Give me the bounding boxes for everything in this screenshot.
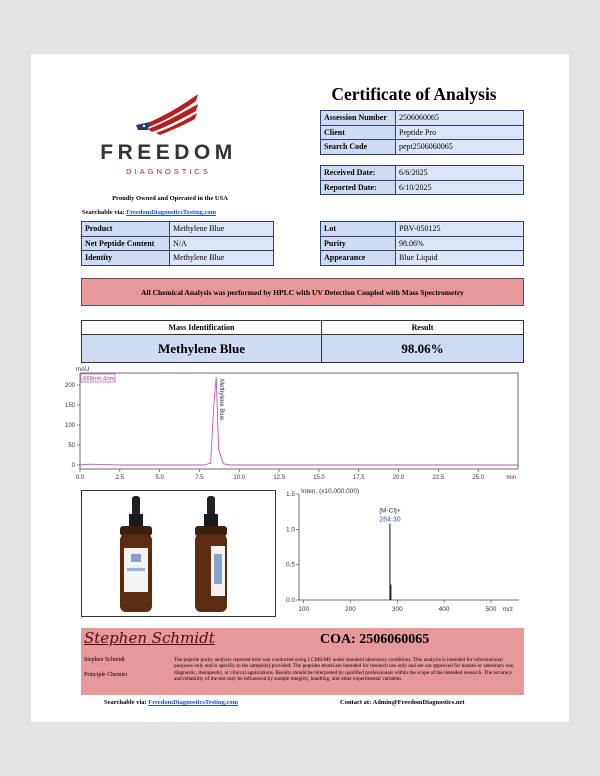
y-tick-label: 200 [64, 383, 75, 389]
table-row [321, 140, 524, 155]
y-tick-label: 150 [64, 403, 75, 409]
lot-value: PBV-050125 [396, 222, 524, 237]
x-tick-label: 7.5 [195, 475, 204, 481]
table-row [321, 111, 524, 126]
result-header: Result [322, 321, 524, 335]
search-code-label: Search Code [321, 140, 396, 155]
product-label: Product [82, 222, 170, 237]
product-photo-frame [81, 490, 276, 617]
x-axis-label: m/z [502, 606, 513, 613]
accession-table [320, 110, 524, 155]
x-tick-label: 2.5 [115, 475, 124, 481]
x-tick-label: 12.5 [273, 475, 285, 481]
y-tick-label: 1.5 [285, 491, 295, 498]
x-axis-label: min [506, 475, 516, 481]
y-axis-label: Inten. (x10,000,000) [301, 488, 360, 495]
x-tick-label: 20.0 [392, 475, 405, 481]
table-header-row [82, 321, 524, 335]
search-code-value: pept2506060065 [396, 140, 524, 155]
searchable-line [82, 209, 216, 216]
mass-spectrum [283, 484, 524, 616]
y-tick-label: 100 [64, 423, 75, 429]
lot-label: Lot [321, 222, 396, 237]
page-title: Certificate of Analysis [331, 84, 497, 104]
detector-label: 668nm,4nm [83, 376, 115, 383]
coa-number: COA: 2506060065 [320, 632, 430, 647]
chromatogram-line [80, 377, 518, 465]
y-tick-label: 0.5 [285, 561, 295, 569]
received-date-value: 6/6/2025 [396, 166, 524, 181]
y-tick-label: 0 [71, 463, 75, 469]
table-row [321, 222, 524, 237]
lot-table [320, 221, 524, 266]
owned-line: Proudly Owned and Operated in the USA [112, 195, 228, 202]
mass-identification-table [81, 320, 524, 363]
peak-mz-label: 284.30 [379, 516, 401, 524]
y-axis-label: mAU [76, 367, 90, 373]
x-tick-label: 500 [485, 606, 497, 613]
x-tick-label: 400 [438, 606, 450, 613]
footer-searchable-prefix: Searchable via: [104, 699, 149, 706]
table-row [82, 335, 524, 363]
plot-frame [80, 373, 518, 469]
appearance-value: Blue Liquid [396, 251, 524, 266]
purity-label: Purity [321, 236, 396, 251]
x-tick-label: 200 [345, 606, 356, 613]
purity-value: 98.06% [396, 236, 524, 251]
table-row [321, 236, 524, 251]
bottle-photo-icon [82, 491, 277, 618]
signature: Stephen Schmidt [84, 629, 215, 647]
searchable-link[interactable]: FreedomDiagnosticsTesting.com [126, 209, 217, 216]
method-banner: All Chemical Analysis was performed by HPLC with UV Detection Coupled with Mass Spectrometry [81, 278, 524, 306]
y-tick-label: 0.0 [285, 597, 295, 604]
reported-date-label: Reported Date: [321, 180, 396, 195]
disclaimer-text: The peptide purity analysis reported here was conducted using LCMS/MS under standard laboratory conditions. This analysis is intended for informational purposes only and is specific to the sample(s) provided. The peptides tested are intended for research use only and are not approved for human or veterinary use, diagnostic, therapeutic, or clinical applications. Results should be interpreted by qualified professionals within the scope of the intended research. The accuracy and reliability of the test may be influenced by sample integrity, handling, and other experimental variables. [174, 657, 515, 682]
client-label: Client [321, 125, 396, 140]
logo-subtitle: DIAGNOSTICS [126, 167, 211, 176]
product-table [81, 221, 274, 266]
table-row [82, 222, 274, 237]
identity-value: Methylene Blue [170, 251, 274, 266]
y-tick-label: 50 [68, 443, 75, 449]
y-tick-label: 1.0 [285, 526, 295, 534]
accession-value: 2506060065 [396, 111, 524, 126]
searchable-prefix: Searchable via: [82, 209, 127, 216]
chemist-title: Principle Chemist [84, 672, 128, 678]
appearance-label: Appearance [321, 251, 396, 266]
net-peptide-value: N/A [170, 236, 274, 251]
x-tick-label: 15.0 [313, 475, 325, 481]
table-row [321, 251, 524, 266]
footer-searchable-link[interactable]: FreedomDiagnosticsTesting.com [148, 699, 239, 706]
net-peptide-label: Net Peptide Content [82, 236, 170, 251]
x-tick-label: 100 [298, 606, 310, 613]
x-tick-label: 25.0 [472, 475, 485, 481]
table-row [82, 236, 274, 251]
table-row [321, 125, 524, 140]
table-row [321, 166, 524, 181]
peak-label: Methylene Blue [218, 379, 225, 421]
x-tick-label: 0.0 [75, 475, 85, 481]
x-tick-label: 22.5 [432, 475, 445, 481]
result-value: 98.06% [322, 335, 524, 363]
x-tick-label: 300 [391, 606, 403, 613]
footer-searchable [104, 699, 238, 706]
product-value: Methylene Blue [170, 222, 274, 237]
client-value: Peptide Pro [396, 125, 524, 140]
received-date-label: Received Date: [321, 166, 396, 181]
table-row [321, 180, 524, 195]
chemist-name: Stephen Schmidt [84, 657, 125, 663]
x-tick-label: 10.0 [233, 475, 246, 481]
dates-table [320, 165, 524, 195]
logo-wordmark: FREEDOM [100, 141, 237, 164]
x-tick-label: 17.5 [352, 475, 365, 481]
peak-ion-label: [M-Cl]+ [379, 507, 401, 515]
identity-label: Identity [82, 251, 170, 266]
x-tick-label: 5.0 [155, 475, 164, 481]
mass-id-value: Methylene Blue [82, 335, 322, 363]
accession-label: Assession Number [321, 111, 396, 126]
eagle-logo-icon [136, 92, 202, 136]
footer-contact: Contact at: Admin@FreedomDiagnostics.net [340, 699, 465, 706]
hplc-chromatogram [40, 363, 526, 487]
mass-id-header: Mass Identification [82, 321, 322, 335]
reported-date-value: 6/10/2025 [396, 180, 524, 195]
table-row [82, 251, 274, 266]
